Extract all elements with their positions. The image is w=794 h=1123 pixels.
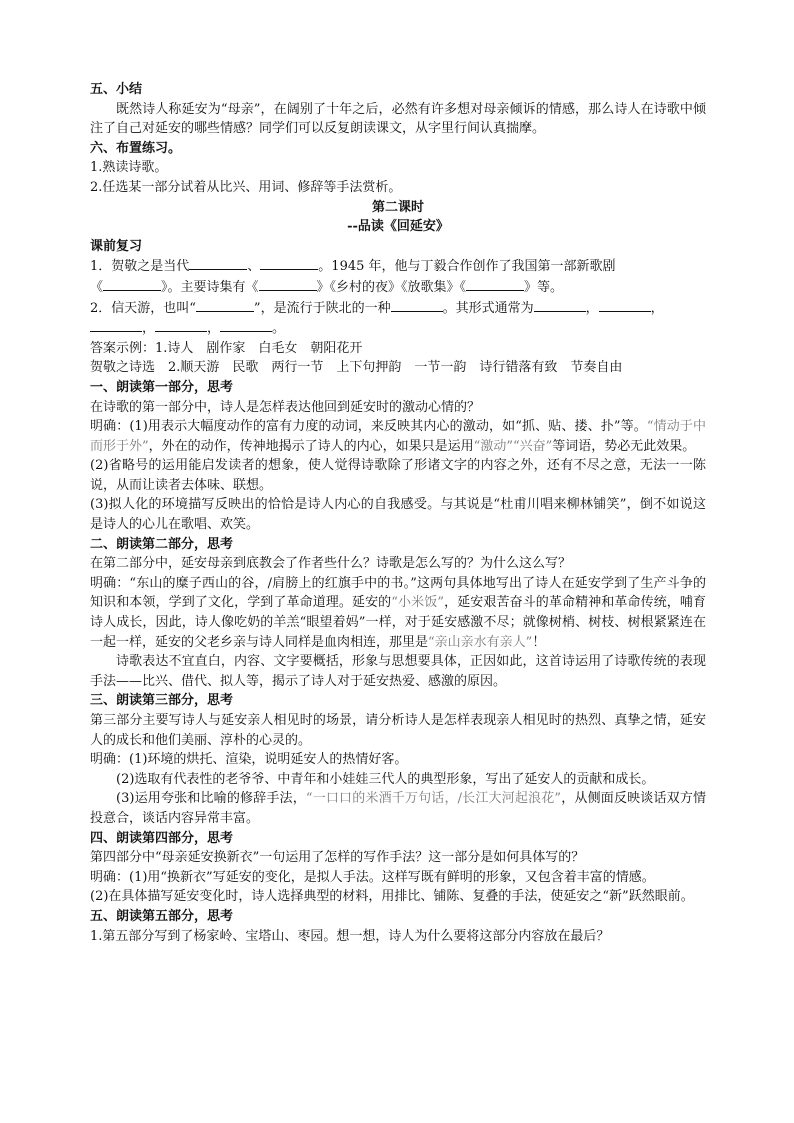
fill-blank[interactable] — [103, 277, 161, 291]
fill-blank[interactable] — [534, 298, 586, 312]
reading-heading-part-3: 三、朗读第三部分，思考 — [90, 693, 234, 709]
reading-question-part-3: 第三部分主要写诗人与延安亲人相见时的场景，请分析诗人是怎样表现亲人相见时的热烈、真挚之情，延安人的成长和他们美丽、淳朴的心灵的。 — [90, 713, 706, 748]
reading-answer-part-4-point-2: (2)在具体描写延安变化时，诗人选择典型的材料，用排比、铺陈、复叠的手法，使延安之“新”跃然眼前。 — [90, 889, 694, 905]
fill-blank[interactable] — [196, 298, 254, 312]
reading-answer-part-2-point-2: 诗歌表达不宜直白，内容、文字要概括，形象与思想要具体，正因如此，这首诗运用了诗歌传统的表现手法——比兴、借代、拟人等，揭示了诗人对于延安热爱、感激的原因。 — [90, 654, 706, 689]
fill-blank[interactable] — [260, 256, 318, 270]
section-heading-summary: 五、小结 — [90, 82, 143, 97]
reading-question-part-4: 第四部分中“母亲延安换新衣”一句运用了怎样的写作手法？这一部分是如何具体写的？ — [90, 850, 585, 866]
answer-example-line-1: 答案示例：1.诗人 剧作家 白毛女 朝阳花开 — [90, 340, 363, 356]
review-question-2-cont: ， ， 。 — [90, 318, 706, 339]
fill-blank[interactable] — [259, 277, 317, 291]
answer-example-line-2: 贺敬之诗选 2.顺天游 民歌 两行一节 上下句押韵 一节一韵 诗行错落有致 节奏自由 — [90, 360, 623, 376]
fill-blank[interactable] — [391, 298, 443, 312]
review-question-2: 2．信天游，也叫“ ”，是流行于陕北的一种 。其形式通常为 ， ， — [90, 298, 706, 319]
reading-question-part-5: 1.第五部分写到了杨家岭、宝塔山、枣园。想一想，诗人为什么要将这部分内容放在最后？ — [90, 928, 610, 944]
reading-answer-part-2-point-1: 明确：“东山的糜子西山的谷，/肩膀上的红旗手中的书。”这两句具体地写出了诗人在延安学到了生产斗争的知识和本领，学到了文化，学到了革命道理。延安的“小米饭”，延安艰苦奋斗的革命精神和革命传统，哺育诗人成长，因此，诗人像吃奶的羊羔“眼望着妈”一样，对于延安感激不尽；就像树梢、树枝、树根紧紧连在一起一样，延安的父老乡亲与诗人同样是血肉相连，那里是“亲山亲水有亲人”！ — [90, 575, 706, 650]
reading-answer-part-1-point-3: (3)拟人化的环境描写反映出的恰恰是诗人内心的自我感受。与其说是“杜甫川唱来柳林铺笑”，倒不如说这是诗人的心儿在歌唱、欢笑。 — [90, 497, 706, 533]
reading-question-part-1: 在诗歌的第一部分中，诗人是怎样表达他回到延安时的激动心情的？ — [90, 399, 481, 415]
fill-blank[interactable] — [466, 277, 524, 291]
reading-heading-part-1: 一、朗读第一部分，思考 — [90, 379, 234, 395]
fill-blank[interactable] — [90, 318, 142, 332]
review-question-1: 1．贺敬之是当代 、 。1945 年，他与丁毅合作创作了我国第一部新歌剧 — [90, 256, 706, 277]
lesson-subtitle: --品读《回延安》 — [347, 219, 449, 235]
fill-blank[interactable] — [599, 298, 651, 312]
reading-question-part-2: 在第二部分中，延安母亲到底教会了作者些什么？诗歌是怎么写的？为什么这么写？ — [90, 556, 572, 572]
summary-paragraph: 既然诗人称延安为“母亲”，在阔别了十年之后，必然有许多想对母亲倾诉的情感，那么诗人在诗歌中倾注了自己对延安的哪些情感？同学们可以反复朗读课文，从字里行间认真揣摩。 — [90, 101, 706, 137]
fill-blank[interactable] — [155, 318, 207, 332]
exercise-item-1: 1.熟读诗歌。 — [90, 160, 168, 176]
lesson-title: 第二课时 — [371, 199, 424, 215]
section-heading-exercises: 六、布置练习。 — [90, 140, 182, 156]
reading-answer-part-3-point-3: (3)运用夸张和比喻的修辞手法，“一口口的米酒千万句话，/长江大河起浪花”，从侧面反映谈话双方情投意合，谈话内容异常丰富。 — [90, 791, 706, 826]
fill-blank[interactable] — [189, 256, 247, 270]
reading-heading-part-4: 四、朗读第四部分，思考 — [90, 830, 234, 846]
review-heading: 课前复习 — [90, 238, 143, 254]
reading-answer-part-1-point-1: 明确：(1)用表示大幅度动作的富有力度的动词，来反映其内心的激动，如“抓、贴、搂、扑”等。“情动于中而形于外”，外在的动作，传神地揭示了诗人的内心，如果只是运用“激动”“兴奋”等词语，势必无此效果。 — [90, 419, 706, 454]
fill-blank[interactable] — [220, 318, 272, 332]
reading-answer-part-1-point-2: (2)省略号的运用能启发读者的想象，使人觉得诗歌除了形诸文字的内容之外，还有不尽之意，无法一一陈说，从而让读者去体味、联想。 — [90, 458, 706, 493]
review-question-1-cont: 《 》。主要诗集有《 》《乡村的夜》《放歌集》《 》等。 — [90, 277, 706, 298]
reading-answer-part-3-point-2: (2)选取有代表性的老爷爷、中青年和小娃娃三代人的典型形象，写出了延安人的贡献和成长。 — [116, 771, 655, 787]
document-page — [90, 80, 706, 946]
reading-heading-part-5: 五、朗读第五部分，思考 — [90, 908, 234, 924]
exercise-item-2: 2.任选某一部分试着从比兴、用词、修辞等手法赏析。 — [90, 179, 402, 195]
reading-answer-part-4-point-1: 明确：(1)用“换新衣”写延安的变化，是拟人手法。这样写既有鲜明的形象，又包含着丰富的情感。 — [90, 869, 655, 885]
reading-answer-part-3-point-1: 明确：(1)环境的烘托、渲染，说明延安人的热情好客。 — [90, 752, 408, 768]
reading-heading-part-2: 二、朗读第二部分，思考 — [90, 536, 234, 552]
